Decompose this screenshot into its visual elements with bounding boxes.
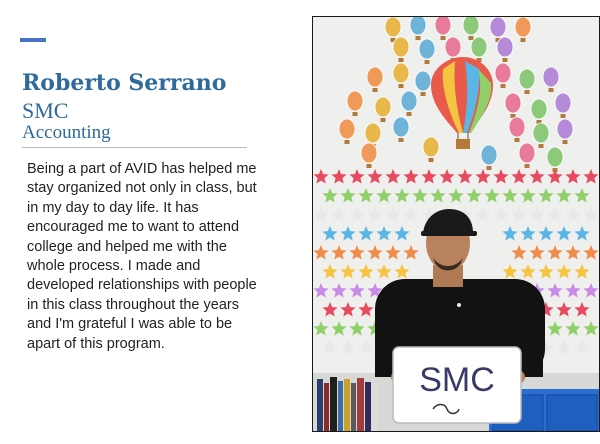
student-school: SMC	[22, 98, 69, 123]
sign-text: SMC	[419, 361, 495, 399]
student-major: Accounting	[22, 122, 111, 143]
whiteboard-sign	[393, 347, 521, 423]
photo-illustration	[313, 17, 600, 432]
accent-bar	[20, 38, 46, 42]
student-photo	[312, 16, 600, 432]
divider	[22, 147, 247, 148]
testimonial-text: Being a part of AVID has helped me stay organized not only in class, but in my day to day life. It has encouraged me to want to attend college and helped me with the whole process. I made and developed relationships with people in this class throughout the years and I'm grateful I was able to be apart of this program.	[27, 161, 257, 352]
student-name: Roberto Serrano	[22, 70, 227, 96]
